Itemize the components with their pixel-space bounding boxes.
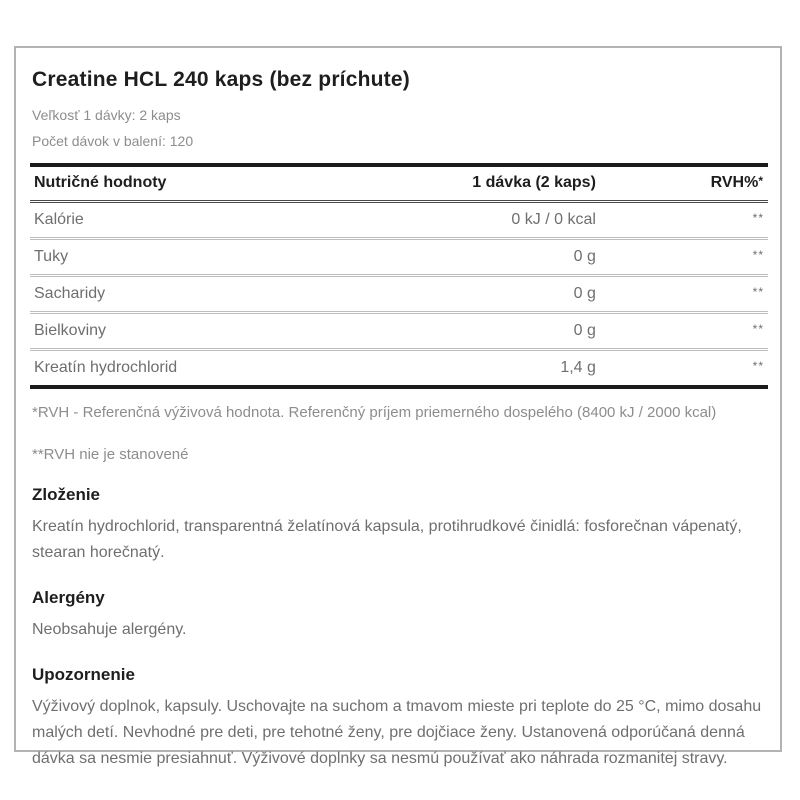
ingredients-text: Kreatín hydrochlorid, transparentná želatínová kapsula, protihrudkové činidlá: fosforečnan vápenatý, stearan horečnatý.: [32, 518, 742, 561]
nutrient-rvh: [650, 350, 768, 388]
product-info-panel: [14, 46, 782, 767]
table-row: [30, 239, 768, 276]
footnote-marks: **: [752, 322, 764, 336]
footnote-marks: **: [752, 211, 764, 225]
column-header-nutrient: Nutričné hodnoty: [30, 165, 451, 202]
nutrient-rvh: [650, 276, 768, 313]
nutrient-name: Kalórie: [30, 202, 451, 239]
nutrient-name: Bielkoviny: [30, 313, 451, 350]
warning-heading: Upozornenie: [32, 665, 135, 684]
table-row: [30, 350, 768, 388]
nutrition-table-header-row: [30, 165, 768, 202]
table-row: [30, 202, 768, 239]
footnote-marks: **: [752, 359, 764, 373]
nutrient-rvh: [650, 239, 768, 276]
nutrient-name: Tuky: [30, 239, 451, 276]
column-header-per-serving: 1 dávka (2 kaps): [451, 165, 650, 202]
product-title: Creatine HCL 240 kaps (bez príchute): [32, 68, 410, 91]
rvh-header-footnote-mark: *: [758, 174, 764, 188]
allergens-text: Neobsahuje alergény.: [32, 621, 187, 638]
rvh-header-label: RVH%: [710, 174, 759, 191]
nutrient-name: Kreatín hydrochlorid: [30, 350, 451, 388]
footnote-marks: **: [752, 285, 764, 299]
serving-size-line: Veľkosť 1 dávky: 2 kaps: [32, 107, 181, 123]
column-header-rvh: [650, 165, 768, 202]
nutrient-value: 1,4 g: [451, 350, 650, 388]
footnote-marks: **: [752, 248, 764, 262]
nutrient-rvh: [650, 202, 768, 239]
nutrient-name: Sacharidy: [30, 276, 451, 313]
warning-text: Výživový doplnok, kapsuly. Uschovajte na suchom a tmavom mieste pri teplote do 25 °C, mimo dosahu malých detí. Nevhodné pre deti, pre tehotné ženy, pre dojčiace ženy. Ustanovená odporúčaná denná dávka sa nesmie presiahnuť. Výživové doplnky sa nesmú používať ako náhrada rozmanitej stravy.: [32, 698, 762, 767]
rvh-not-established-footnote: **RVH nie je stanovené: [32, 446, 189, 463]
table-row: [30, 276, 768, 313]
nutrient-rvh: [650, 313, 768, 350]
table-row: [30, 313, 768, 350]
rvh-definition-footnote: *RVH - Referenčná výživová hodnota. Referenčný príjem priemerného dospelého (8400 kJ / 2000 kcal): [32, 404, 717, 421]
nutrient-value: 0 g: [451, 276, 650, 313]
nutrient-value: 0 g: [451, 239, 650, 276]
nutrient-value: 0 g: [451, 313, 650, 350]
ingredients-heading: Zloženie: [32, 485, 101, 504]
allergens-heading: Alergény: [32, 588, 105, 607]
nutrition-table: [30, 163, 768, 389]
nutrient-value: 0 kJ / 0 kcal: [451, 202, 650, 239]
servings-per-pack-line: Počet dávok v balení: 120: [32, 133, 194, 149]
